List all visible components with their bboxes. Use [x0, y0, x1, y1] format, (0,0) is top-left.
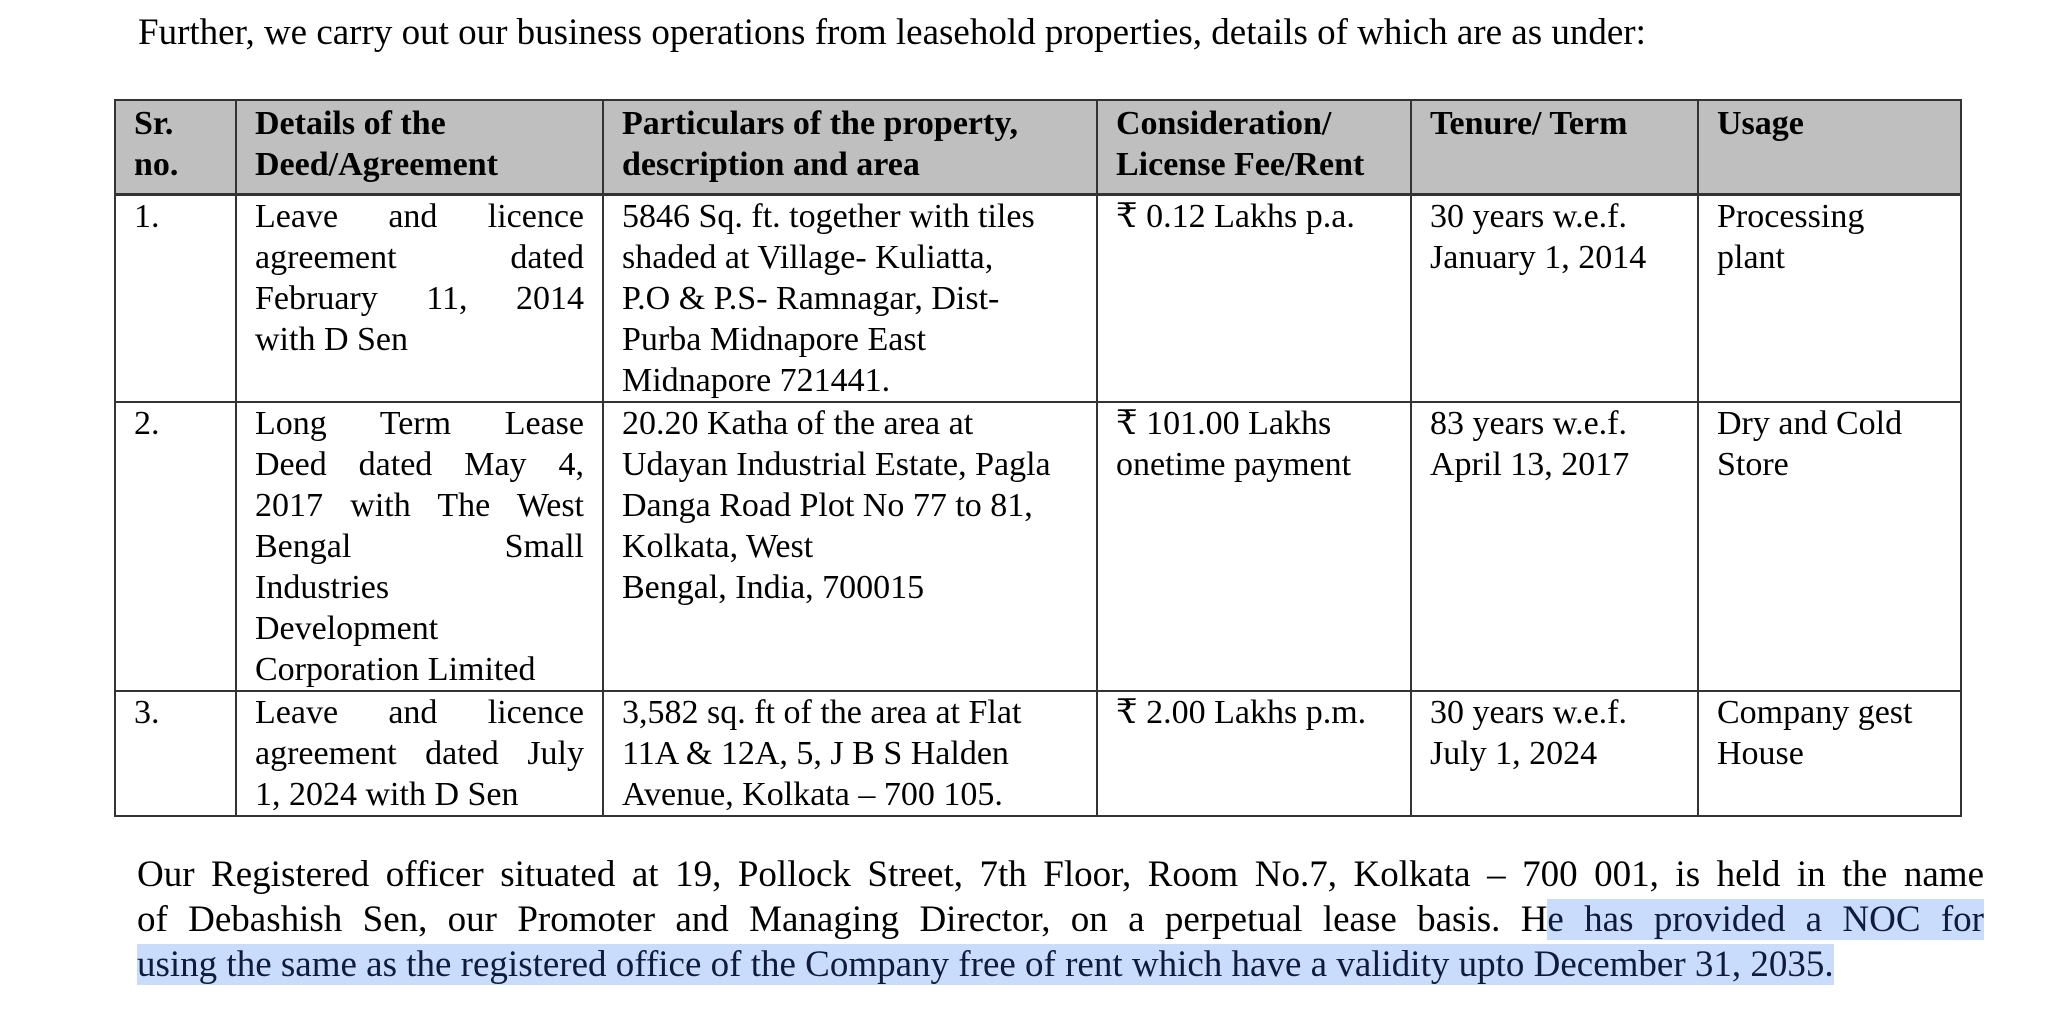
- cell-usage: Processing plant: [1698, 195, 1961, 403]
- header-consideration: Consideration/ License Fee/Rent: [1097, 100, 1411, 195]
- cell-sr-no: 3.: [115, 691, 236, 816]
- cell-consideration: ₹ 0.12 Lakhs p.a.: [1097, 195, 1411, 403]
- header-usage: Usage: [1698, 100, 1961, 195]
- intro-paragraph: Further, we carry out our business operations from leasehold properties, details of which are as under:: [138, 12, 1646, 53]
- paragraph-line: Our Registered officer situated at 19, Pollock Street, 7th Floor, Room No.7, Kolkata – 700 001, is held in the name: [137, 854, 1984, 895]
- cell-tenure: 30 years w.e.f. July 1, 2024: [1411, 691, 1698, 816]
- header-tenure: Tenure/ Term: [1411, 100, 1698, 195]
- cell-particulars: 5846 Sq. ft. together with tiles shaded at Village- Kuliatta, P.O & P.S- Ramnagar, Dist- Purba Midnapore East Midnapore 721441.: [603, 195, 1097, 403]
- leasehold-properties-table: [114, 99, 1962, 817]
- paragraph-line: [137, 942, 1984, 987]
- cell-consideration: ₹ 2.00 Lakhs p.m.: [1097, 691, 1411, 816]
- cell-tenure: 30 years w.e.f. January 1, 2014: [1411, 195, 1698, 403]
- cell-particulars: 3,582 sq. ft of the area at Flat 11A & 12A, 5, J B S Halden Avenue, Kolkata – 700 105.: [603, 691, 1097, 816]
- table-row: [115, 691, 1961, 816]
- cell-deed: Leave and licence agreement dated February 11, 2014 with D Sen: [236, 195, 603, 403]
- cell-sr-no: 2.: [115, 402, 236, 691]
- cell-sr-no: 1.: [115, 195, 236, 403]
- header-deed-details: Details of the Deed/Agreement: [236, 100, 603, 195]
- cell-deed: Long Term Lease Deed dated May 4, 2017 with The West Bengal Small Industries Development Corporation Limited: [236, 402, 603, 691]
- cell-consideration: ₹ 101.00 Lakhs onetime payment: [1097, 402, 1411, 691]
- registered-office-paragraph[interactable]: [137, 852, 1984, 987]
- cell-deed: Leave and licence agreement dated July 1, 2024 with D Sen: [236, 691, 603, 816]
- selected-text-highlight: using the same as the registered office of the Company free of rent which have a validity upto December 31, 2035.: [137, 944, 1834, 985]
- header-sr-no: Sr. no.: [115, 100, 236, 195]
- table-row: [115, 402, 1961, 691]
- header-property-particulars: Particulars of the property, description and area: [603, 100, 1097, 195]
- table-row: [115, 195, 1961, 403]
- cell-usage: Company gest House: [1698, 691, 1961, 816]
- cell-tenure: 83 years w.e.f. April 13, 2017: [1411, 402, 1698, 691]
- selected-text-highlight: e has provided a NOC for: [1547, 899, 1984, 940]
- unselected-text: of Debashish Sen, our Promoter and Managing Director, on a perpetual lease basis. H: [137, 899, 1548, 940]
- cell-usage: Dry and Cold Store: [1698, 402, 1961, 691]
- cell-particulars: 20.20 Katha of the area at Udayan Industrial Estate, Pagla Danga Road Plot No 77 to 81, Kolkata, West Bengal, India, 700015: [603, 402, 1097, 691]
- paragraph-line: [137, 897, 1984, 942]
- table-header-row: [115, 100, 1961, 195]
